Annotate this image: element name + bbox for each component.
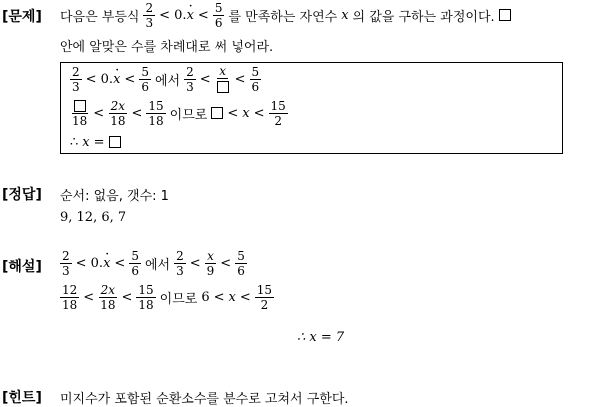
blank-box xyxy=(217,81,229,93)
fraction xyxy=(269,100,288,127)
operator: < xyxy=(213,289,225,305)
operator: < 0. xyxy=(159,7,187,23)
operator: < xyxy=(227,105,239,121)
denominator: 6 xyxy=(251,79,260,94)
numerator: 5 xyxy=(131,248,139,263)
denominator: 18 xyxy=(138,297,154,312)
numerator: 2 xyxy=(72,64,80,79)
fraction xyxy=(146,100,165,127)
denominator: 18 xyxy=(72,113,88,128)
fraction xyxy=(70,99,89,127)
operator: < xyxy=(220,255,232,271)
denominator: 6 xyxy=(141,79,149,94)
hint-label: [힌트] xyxy=(2,390,42,406)
word-eseo: 에서 xyxy=(144,257,171,273)
problem-text-b: 를 만족하는 자연수 xyxy=(228,9,338,25)
fraction xyxy=(98,284,117,311)
denominator: 18 xyxy=(100,297,116,312)
variable-x: x xyxy=(242,105,250,121)
word-imeuro: 이므로 xyxy=(169,107,208,123)
operator: < xyxy=(93,105,105,121)
problem-text-a: 다음은 부등식 xyxy=(60,9,140,25)
denominator: 6 xyxy=(237,263,245,278)
blank-box xyxy=(74,100,86,112)
fraction xyxy=(60,284,79,311)
operator: < xyxy=(131,105,143,121)
fraction xyxy=(136,284,155,311)
fraction xyxy=(215,65,231,93)
denominator: 3 xyxy=(176,263,184,278)
numerator: 12 xyxy=(62,282,78,297)
numerator: 2x xyxy=(110,98,126,113)
denominator: 18 xyxy=(62,297,78,312)
numerator: 2 xyxy=(186,64,194,79)
operator: < xyxy=(199,71,211,87)
numerator: 15 xyxy=(148,98,164,113)
fraction xyxy=(60,250,72,277)
operator: < xyxy=(121,289,133,305)
denominator: 6 xyxy=(214,15,223,30)
denominator: 3 xyxy=(186,79,194,94)
word-eseo: 에서 xyxy=(154,73,181,89)
answer-label: [정답] xyxy=(2,187,42,203)
operator: < xyxy=(253,105,265,121)
word-imeuro: 이므로 xyxy=(159,291,198,307)
operator: < xyxy=(234,71,246,87)
fraction xyxy=(143,2,155,29)
variable-x: x xyxy=(341,7,349,23)
denominator: 2 xyxy=(260,297,269,312)
box-row-2 xyxy=(70,96,292,130)
repeating-variable: x · xyxy=(187,8,194,23)
blank-box xyxy=(499,9,511,21)
numerator: 15 xyxy=(270,98,286,113)
numerator: 2 xyxy=(62,248,70,263)
operator: < xyxy=(114,255,126,271)
therefore-symbol: ∴ xyxy=(70,134,79,150)
equals-sign: = xyxy=(93,134,105,150)
numerator: x xyxy=(207,248,214,263)
operator: < 0. xyxy=(75,255,104,271)
answer-line-1: 순서: 없음, 갯수: 1 xyxy=(60,189,169,204)
explanation-row-1 xyxy=(60,246,251,280)
denominator: 9 xyxy=(206,263,215,278)
operator: < xyxy=(124,71,136,87)
fraction xyxy=(255,284,274,311)
denominator: 18 xyxy=(148,113,164,128)
denominator: 18 xyxy=(110,113,126,128)
box-row-1 xyxy=(70,64,265,94)
blank-box xyxy=(211,107,223,119)
fraction xyxy=(250,66,262,93)
denominator: 6 xyxy=(131,263,139,278)
denominator: 2 xyxy=(274,113,282,128)
repeating-variable: x · xyxy=(113,72,120,87)
problem-label: [문제] xyxy=(2,9,42,25)
fraction xyxy=(139,66,151,93)
explanation-row-2 xyxy=(60,280,278,314)
denominator xyxy=(215,79,231,93)
explanation-label: [해설] xyxy=(2,259,42,275)
fraction xyxy=(205,250,217,277)
number-six: 6 xyxy=(201,289,210,305)
fraction xyxy=(70,66,82,93)
fraction xyxy=(184,66,196,93)
denominator: 3 xyxy=(145,15,154,30)
variable-x: x xyxy=(82,134,90,150)
numerator xyxy=(72,99,88,114)
fraction xyxy=(235,250,247,277)
numerator: 2 xyxy=(145,0,154,15)
denominator: 3 xyxy=(62,263,70,278)
numerator: 2 xyxy=(176,248,184,263)
fraction xyxy=(174,250,186,277)
fraction xyxy=(129,250,141,277)
denominator: 3 xyxy=(72,79,80,94)
numerator: 5 xyxy=(237,248,245,263)
operator: < xyxy=(239,289,251,305)
operator: < 0. xyxy=(85,71,114,87)
box-row-3 xyxy=(70,133,125,151)
fraction xyxy=(213,2,225,29)
operator: < xyxy=(197,7,209,23)
problem-text-c: 의 값을 구하는 과정이다. xyxy=(352,9,495,25)
variable-x: x xyxy=(228,289,236,305)
explanation-conclusion: ∴ x = 7 xyxy=(297,330,345,345)
numerator: 15 xyxy=(138,282,154,297)
fraction xyxy=(108,100,127,127)
numerator: 2x xyxy=(100,282,116,297)
operator: < xyxy=(189,255,201,271)
numerator: 5 xyxy=(214,0,223,15)
blank-box xyxy=(109,136,121,148)
answer-line-2: 9, 12, 6, 7 xyxy=(60,210,127,225)
hint-text: 미지수가 포함된 순환소수를 분수로 고쳐서 구한다. xyxy=(60,392,349,407)
numerator: 5 xyxy=(141,64,149,79)
operator: < xyxy=(83,289,95,305)
numerator: 5 xyxy=(251,64,260,79)
repeating-variable: x · xyxy=(103,256,110,271)
numerator: 15 xyxy=(256,282,273,297)
problem-line-2: 안에 알맞은 수를 차례대로 써 넣어라. xyxy=(60,40,274,55)
numerator: x xyxy=(219,64,227,79)
problem-line-1 xyxy=(60,0,515,30)
